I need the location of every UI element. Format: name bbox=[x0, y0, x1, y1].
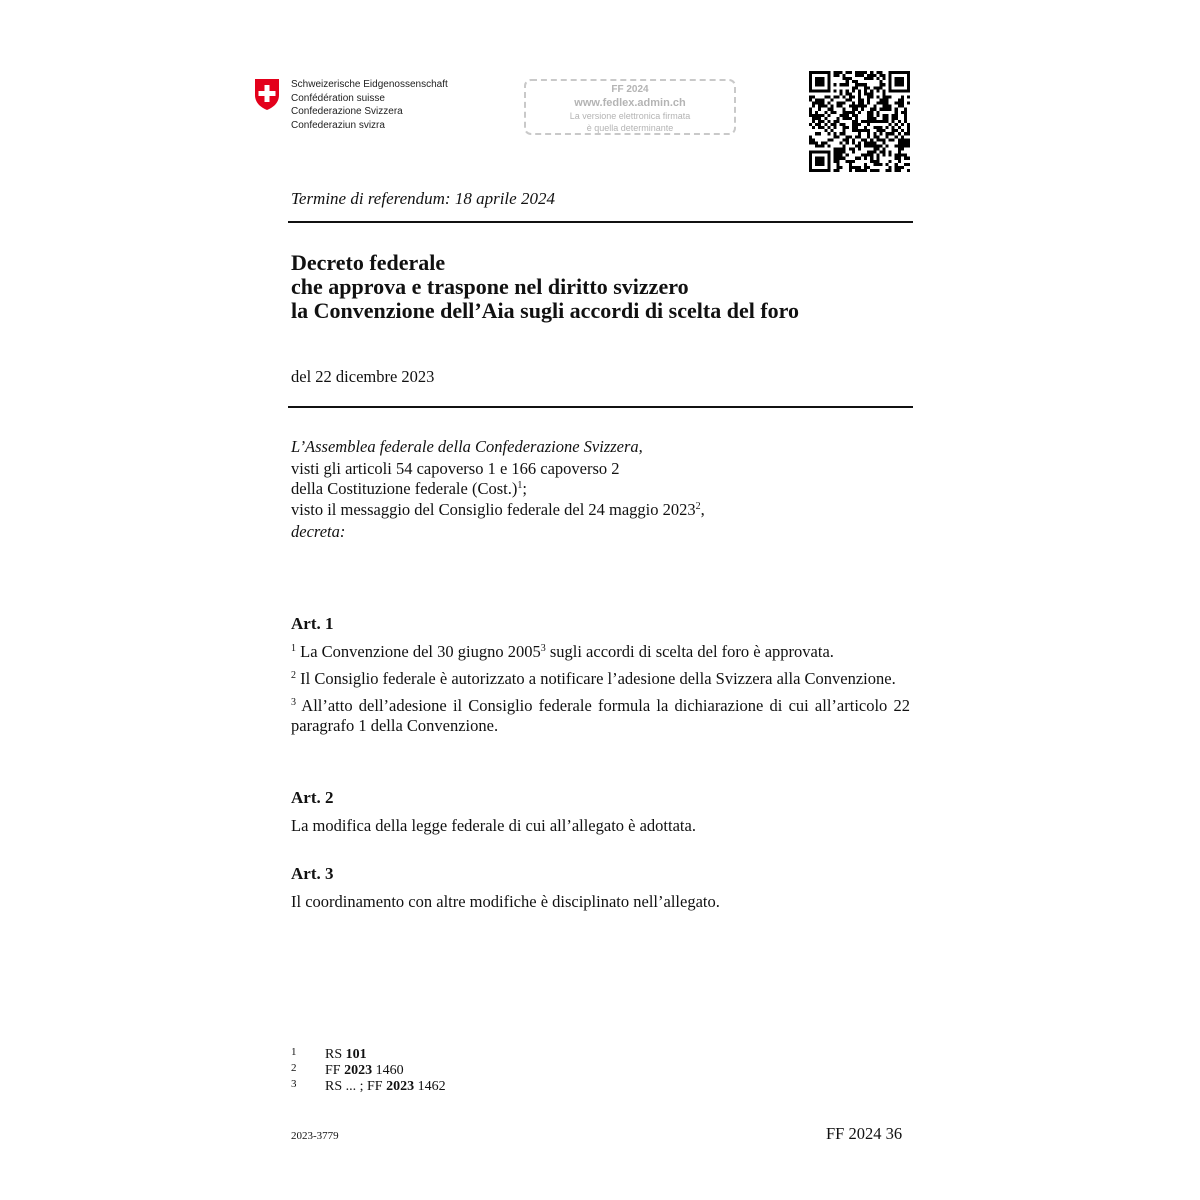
article-3-text: Il coordinamento con altre modifiche è disciplinato nell’allegato. bbox=[291, 892, 720, 911]
preamble-line-2 bbox=[291, 479, 705, 500]
footnote-text bbox=[325, 1063, 404, 1079]
confederation-name-rm: Confederaziun svizra bbox=[291, 119, 385, 131]
article-1-paragraph-1-text-end: sugli accordi di scelta del foro è approvata. bbox=[545, 642, 834, 661]
preamble-line-3-text: visto il messaggio del Consiglio federale del 24 maggio 2023 bbox=[291, 499, 696, 519]
preamble-decree: decreta: bbox=[291, 522, 346, 541]
article-2-text: La modifica della legge federale di cui all’allegato è adottata. bbox=[291, 816, 696, 835]
article-3 bbox=[291, 864, 910, 919]
confederation-name-fr: Confédération suisse bbox=[291, 92, 385, 104]
footnote-ref-3[interactable]: 3 bbox=[540, 643, 546, 654]
preamble-line-2-text: della Costituzione federale (Cost.) bbox=[291, 479, 518, 498]
footnote bbox=[291, 1079, 446, 1095]
preamble-line-3-end: , bbox=[700, 499, 705, 519]
footnote-text bbox=[325, 1079, 446, 1095]
preamble-line-1: visti gli articoli 54 capoverso 1 e 166 capoverso 2 bbox=[291, 458, 620, 478]
article-2 bbox=[291, 788, 910, 843]
footnote-number: 2 bbox=[291, 1062, 297, 1074]
confederation-name-de: Schweizerische Eidgenossenschaft bbox=[291, 79, 448, 90]
page-title bbox=[291, 251, 799, 323]
footnotes bbox=[291, 1047, 446, 1095]
footnote-ref-2[interactable]: 2 bbox=[695, 500, 701, 512]
title-divider bbox=[288, 406, 913, 408]
paragraph-number: 1 bbox=[291, 643, 296, 654]
referendum-deadline: Termine di referendum: 18 aprile 2024 bbox=[291, 189, 555, 208]
footnote-prefix: RS bbox=[325, 1047, 346, 1062]
article-1-paragraph-2 bbox=[291, 669, 910, 689]
footnote-ref-1[interactable]: 1 bbox=[517, 480, 523, 491]
footnote-prefix: RS ... ; FF bbox=[325, 1079, 387, 1094]
article-1-heading: Art. 1 bbox=[291, 614, 334, 633]
article-1-paragraph-3-text: All’atto dell’adesione il Consiglio federale formula la dichiarazione di cui all’articolo 22 paragrafo 1 della Convenzione. bbox=[291, 696, 910, 735]
footnote-suffix: 1460 bbox=[372, 1063, 404, 1078]
article-1-paragraph-3 bbox=[291, 696, 910, 736]
qr-code-icon[interactable] bbox=[809, 71, 910, 172]
footnote-prefix: FF bbox=[325, 1063, 345, 1078]
article-2-heading: Art. 2 bbox=[291, 788, 334, 807]
preamble-line-2-end: ; bbox=[522, 479, 527, 498]
stamp-note-1: La versione elettronica firmata bbox=[569, 111, 691, 121]
confederation-names bbox=[291, 78, 448, 132]
article-3-heading: Art. 3 bbox=[291, 864, 334, 883]
title-line-3: la Convenzione dell’Aia sugli accordi di scelta del foro bbox=[291, 298, 800, 323]
top-divider bbox=[288, 221, 913, 223]
footnote-number: 3 bbox=[291, 1078, 297, 1090]
footnote-text bbox=[325, 1047, 367, 1063]
confederation-name-it: Confederazione Svizzera bbox=[291, 106, 403, 117]
article-1 bbox=[291, 614, 910, 743]
electronic-signature-stamp bbox=[524, 79, 736, 135]
decree-date: del 22 dicembre 2023 bbox=[291, 367, 435, 386]
footnote-bold: 2023 bbox=[386, 1079, 415, 1094]
footnote-bold: 101 bbox=[345, 1047, 367, 1062]
article-1-paragraph-1 bbox=[291, 642, 910, 662]
footnote-number: 1 bbox=[291, 1046, 297, 1058]
footnote-bold: 2023 bbox=[344, 1063, 373, 1078]
preamble-line-3 bbox=[291, 500, 705, 521]
paragraph-number: 2 bbox=[291, 670, 296, 681]
page-reference: FF 2024 36 bbox=[826, 1124, 903, 1143]
stamp-note-2: è quella determinante bbox=[586, 123, 674, 133]
stamp-ff-number: FF 2024 bbox=[611, 84, 649, 95]
paragraph-number: 3 bbox=[291, 697, 296, 708]
article-1-paragraph-1-text: La Convenzione del 30 giugno 2005 bbox=[300, 642, 541, 661]
swiss-coat-of-arms-icon bbox=[253, 78, 281, 111]
article-1-paragraph-2-text: Il Consiglio federale è autorizzato a notificare l’adesione della Svizzera alla Convenzione. bbox=[300, 669, 896, 688]
document-number: 2023-3779 bbox=[291, 1130, 339, 1142]
preamble-assembly: L’Assemblea federale della Confederazione Svizzera, bbox=[291, 437, 643, 456]
title-line-1: Decreto federale bbox=[291, 250, 446, 275]
footnote-suffix: 1462 bbox=[414, 1079, 446, 1094]
preamble bbox=[291, 437, 705, 543]
title-line-2: che approva e traspone nel diritto svizzero bbox=[291, 274, 689, 299]
stamp-url: www.fedlex.admin.ch bbox=[574, 97, 686, 109]
